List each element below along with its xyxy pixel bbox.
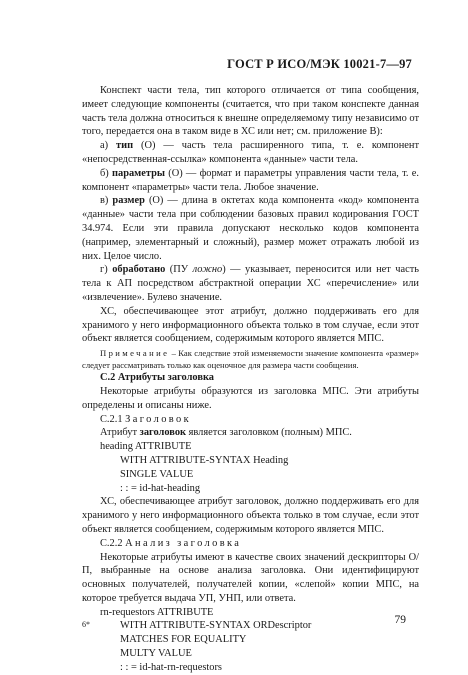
term-type: тип <box>116 140 134 152</box>
list-item-a-label: а) <box>100 140 109 152</box>
paragraph-c22: Некоторые атрибуты имеют в качестве своих значений дескрипторы О/П, выбранные на основе анализа заголовка. Они идентифицируют основных получателей, получателей копии, «слепой» копии МПС, на которое требуется выдача УП, УНП, или ответа. <box>82 551 419 604</box>
page-number: 79 <box>394 614 406 626</box>
note-label: Примечание <box>100 348 170 359</box>
page-header-standard: ГОСТ Р ИСО/МЭК 10021-7—97 <box>227 57 412 71</box>
paragraph-summary-intro: Конспект части тела, тип которого отличается от типа сообщения, имеет следующие компоненты (считается, что при таком конспекте данная часть тела должна относиться к внешне определяемому типу независимо от того, передается она в таком виде в ХС или нет; см. приложение В): <box>82 85 419 138</box>
note-paragraph <box>82 347 419 371</box>
paragraph-c2-intro: Некоторые атрибуты образуются из заголовка МПС. Эти атрибуты определены и описаны ниже. <box>82 385 419 411</box>
subsection-c21-number: С.2.1 <box>100 413 123 425</box>
footer-signature-mark: 6* <box>82 620 90 629</box>
code-line: WITH ATTRIBUTE-SYNTAX ORDescriptor <box>120 620 312 632</box>
term-size: размер <box>112 195 145 207</box>
subsection-c21-title: Заголовок <box>125 413 192 425</box>
term-processed: обработано <box>112 264 166 276</box>
paragraph-c21-post: является заголовком (полным) МПС. <box>186 427 352 439</box>
section-heading-c2: С.2 Атрибуты заголовка <box>100 372 214 384</box>
list-item-d-text: ) — указывает, переносится или нет часть тела к АП посредством абстрактной операции ХС «перечисление» или «извлечение». Булево значение. <box>82 264 419 303</box>
paragraph-ms-support-2: ХС, обеспечивающее атрибут заголовок, должно поддерживать его для хранимого у него информационного объекта только в том случае, если этот объект является сообщением, содержимым которого является МПС. <box>82 496 419 535</box>
subsection-c22-number: С.2.2 <box>100 537 123 549</box>
paragraph-c21-pre: Атрибут <box>100 427 140 439</box>
list-item-b <box>82 167 419 195</box>
list-item-d-mid: (ПУ <box>165 264 193 276</box>
code-line: rn-requestors ATTRIBUTE <box>100 606 214 618</box>
list-item-c-text: (О) — длина в октетах кода компонента «код» компонента «данные» части тела при соблюдении базовых правил кодирования ГОСТ 34.974. Если эти правила допускают несколько кодов компонента (например, элементарный и сложный), размер может отражать любой из них. Целое число. <box>82 195 419 262</box>
code-line: : : = id-hat-heading <box>120 482 201 494</box>
code-line: : : = id-hat-rn-requestors <box>120 661 222 673</box>
list-item-a-text: (О) — часть тела расширенного типа, т. е. компонент «непосредственная-ссылка» компонента «данные» части тела. <box>82 140 419 165</box>
term-parameters: параметры <box>112 167 165 179</box>
term-heading: заголовок <box>139 427 187 439</box>
code-line: heading ATTRIBUTE <box>100 441 192 453</box>
subsection-heading-c22 <box>82 537 419 551</box>
term-false-italic: ложно <box>192 264 223 276</box>
code-line: MULTY VALUE <box>120 648 192 660</box>
list-item-c <box>82 194 419 263</box>
code-line: MATCHES FOR EQUALITY <box>120 634 247 646</box>
subsection-c22-title: Анализ заголовка <box>125 537 242 549</box>
code-line: WITH ATTRIBUTE-SYNTAX Heading <box>120 454 289 466</box>
list-item-c-label: в) <box>100 195 109 207</box>
note-text: – Как следствие этой изменяемости значение компонента «размер» следует рассматривать только как оценочное для размера части сообщения. <box>82 348 419 371</box>
list-item-b-label: б) <box>100 167 109 179</box>
document-body <box>82 84 419 675</box>
list-item-d <box>82 263 419 304</box>
paragraph-c21 <box>82 426 419 440</box>
subsection-heading-c21 <box>82 413 419 427</box>
list-item-d-label: г) <box>100 264 108 276</box>
paragraph-ms-support-1: ХС, обеспечивающее этот атрибут, должно поддерживать его для хранимого у него информационного объекта только в том случае, если этот объект является сообщением, содержимым которого является МПС. <box>82 305 419 345</box>
code-line: SINGLE VALUE <box>120 468 194 480</box>
list-item-b-text: (О) — формат и параметры управления части тела, т. е. компонент «параметры» части тела. Любое значение. <box>82 167 419 193</box>
list-item-a <box>82 139 419 167</box>
